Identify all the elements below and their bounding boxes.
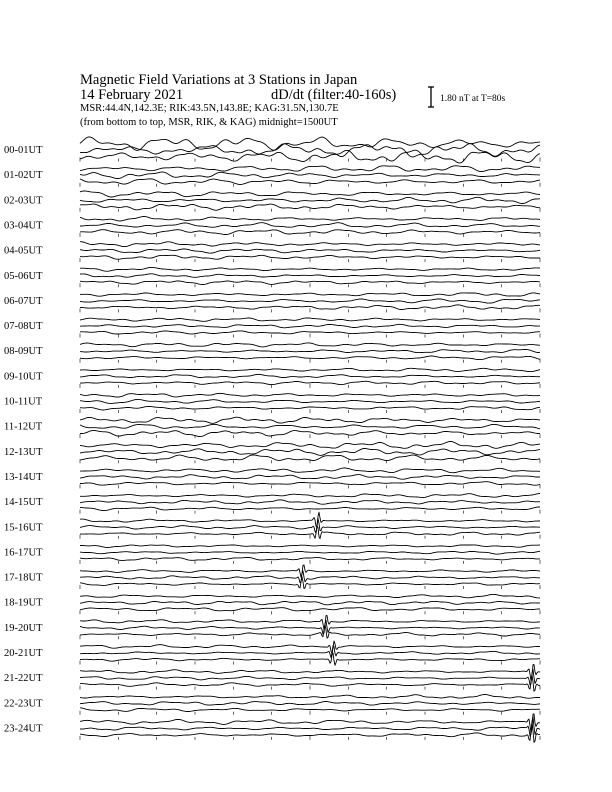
trace-rik	[80, 274, 540, 278]
trace-rik	[80, 551, 540, 554]
hour-label: 05-06UT	[4, 270, 43, 282]
hour-label: 16-17UT	[4, 547, 43, 559]
trace-msr	[80, 594, 540, 598]
hour-labels	[4, 145, 43, 734]
hour-label: 11-12UT	[4, 421, 43, 433]
hour-label: 10-11UT	[4, 396, 43, 408]
trace-rik	[80, 571, 540, 583]
trace-msr	[80, 417, 540, 423]
trace-msr	[80, 442, 540, 449]
hour-label: 18-19UT	[4, 597, 43, 609]
trace-rik	[80, 475, 540, 480]
hour-label: 13-14UT	[4, 471, 43, 483]
trace-rik	[80, 519, 540, 534]
trace-rik	[80, 324, 540, 328]
hour-label: 12-13UT	[4, 446, 43, 458]
trace-rik	[80, 424, 540, 429]
trace-rik	[80, 350, 540, 353]
trace-msr	[80, 368, 540, 371]
hour-label: 20-21UT	[4, 648, 43, 659]
trace-msr	[80, 293, 540, 296]
trace-rik	[80, 702, 540, 706]
trace-rik	[80, 197, 540, 203]
trace-msr	[80, 545, 540, 548]
trace-msr	[80, 512, 540, 526]
hour-label: 22-23UT	[4, 698, 43, 710]
trace-msr	[80, 565, 540, 577]
station-coordinates: MSR:44.4N,142.3E; RIK:43.5N,143.8E; KAG:31.5N,130.7E	[80, 103, 339, 114]
trace-msr	[80, 343, 540, 347]
trace-msr	[80, 468, 540, 473]
hour-label: 09-10UT	[4, 371, 43, 383]
trace-rik	[80, 601, 540, 604]
hour-label: 19-20UT	[4, 622, 43, 634]
trace-msr	[80, 714, 540, 734]
hour-label: 00-01UT	[4, 145, 43, 156]
traces	[80, 137, 540, 742]
chart-date: 14 February 2021	[80, 87, 184, 103]
hour-label: 01-02UT	[4, 170, 43, 182]
hour-label: 15-16UT	[4, 522, 43, 534]
hour-label: 23-24UT	[4, 723, 43, 735]
trace-msr	[80, 393, 540, 397]
chart-title: Magnetic Field Variations at 3 Stations in Japan	[80, 72, 358, 88]
hour-label: 17-18UT	[4, 572, 43, 584]
trace-msr	[80, 695, 540, 699]
trace-rik	[80, 223, 540, 228]
scale-label: 1.80 nT at T=80s	[440, 94, 506, 104]
hour-label: 21-22UT	[4, 673, 43, 685]
hour-label: 06-07UT	[4, 295, 43, 307]
hour-label: 03-04UT	[4, 220, 43, 232]
trace-kag	[80, 179, 540, 185]
hour-label: 14-15UT	[4, 497, 43, 509]
trace-rik	[80, 299, 540, 303]
trace-rik	[80, 374, 540, 377]
trace-rik	[80, 449, 540, 456]
trace-msr	[80, 217, 540, 222]
trace-rik	[80, 717, 540, 737]
station-order-note: (from bottom to top, MSR, RIK, & KAG) midnight=1500UT	[80, 117, 338, 128]
trace-rik	[80, 172, 540, 179]
trace-msr	[80, 191, 540, 197]
trace-msr	[80, 242, 540, 247]
trace-kag	[80, 455, 540, 461]
trace-rik	[80, 249, 540, 253]
trace-rik	[80, 399, 540, 403]
trace-kag	[80, 608, 540, 611]
hour-label: 08-09UT	[4, 346, 43, 358]
chart-component: dD/dt (filter:40-160s)	[271, 87, 397, 103]
trace-msr	[80, 494, 540, 498]
hour-label: 04-05UT	[4, 245, 43, 257]
trace-msr	[80, 267, 540, 271]
hour-label: 07-08UT	[4, 321, 43, 333]
trace-rik	[80, 646, 540, 658]
trace-rik	[80, 500, 540, 504]
trace-rik	[80, 144, 540, 157]
hour-label: 02-03UT	[4, 195, 43, 207]
trace-msr	[80, 166, 540, 172]
trace-msr	[80, 318, 540, 321]
